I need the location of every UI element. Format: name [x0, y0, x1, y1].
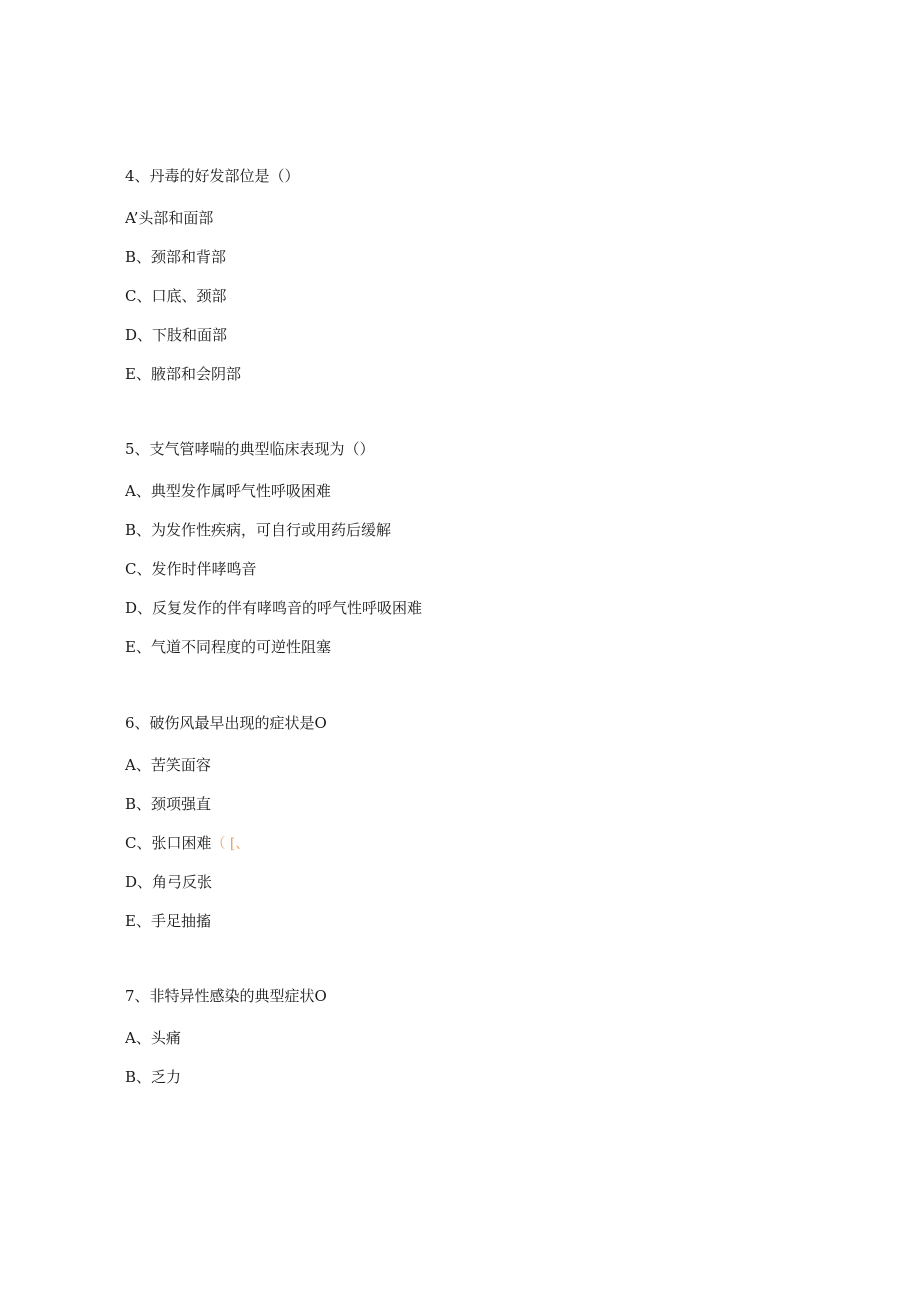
option-a: A、头痛 — [125, 1029, 181, 1047]
stray-mark: （ [、 — [211, 836, 250, 852]
option-a: A’头部和面部 — [125, 209, 214, 227]
option-c: C、发作时伴哮鸣音 — [125, 560, 257, 578]
option-list — [125, 1028, 825, 1087]
question-6 — [125, 713, 825, 931]
question-title: 5、支气管哮喘的典型临床表现为（） — [125, 440, 375, 458]
option-list — [125, 481, 825, 657]
option-list — [125, 755, 825, 931]
option-e: E、气道不同程度的可逆性阻塞 — [125, 638, 331, 656]
option-list — [125, 208, 825, 384]
option-b: B、颈项强直 — [125, 795, 212, 813]
question-5 — [125, 439, 825, 657]
option-d: D、下肢和面部 — [125, 326, 228, 344]
option-c-row — [125, 833, 825, 853]
option-e: E、腋部和会阴部 — [125, 365, 241, 383]
option-b: B、为发作性疾病，可自行或用药后缓解 — [125, 521, 392, 539]
option-c: C、张口困难 — [125, 834, 212, 852]
option-d: D、反复发作的伴有哮鸣音的呼气性呼吸困难 — [125, 599, 423, 617]
option-b: B、乏力 — [125, 1068, 182, 1086]
question-4 — [125, 166, 825, 384]
option-b: B、颈部和背部 — [125, 248, 227, 266]
option-e: E、手足抽搐 — [125, 912, 211, 930]
question-title: 6、破伤风最早出现的症状是O — [125, 714, 327, 732]
option-d: D、角弓反张 — [125, 873, 213, 891]
option-a: A、苦笑面容 — [125, 756, 211, 774]
question-title: 4、丹毒的好发部位是（） — [125, 167, 300, 185]
option-c: C、口底、颈部 — [125, 287, 227, 305]
option-a: A、典型发作属呼气性呼吸困难 — [125, 482, 331, 500]
question-7 — [125, 986, 825, 1087]
question-title: 7、非特异性感染的典型症状O — [125, 987, 327, 1005]
